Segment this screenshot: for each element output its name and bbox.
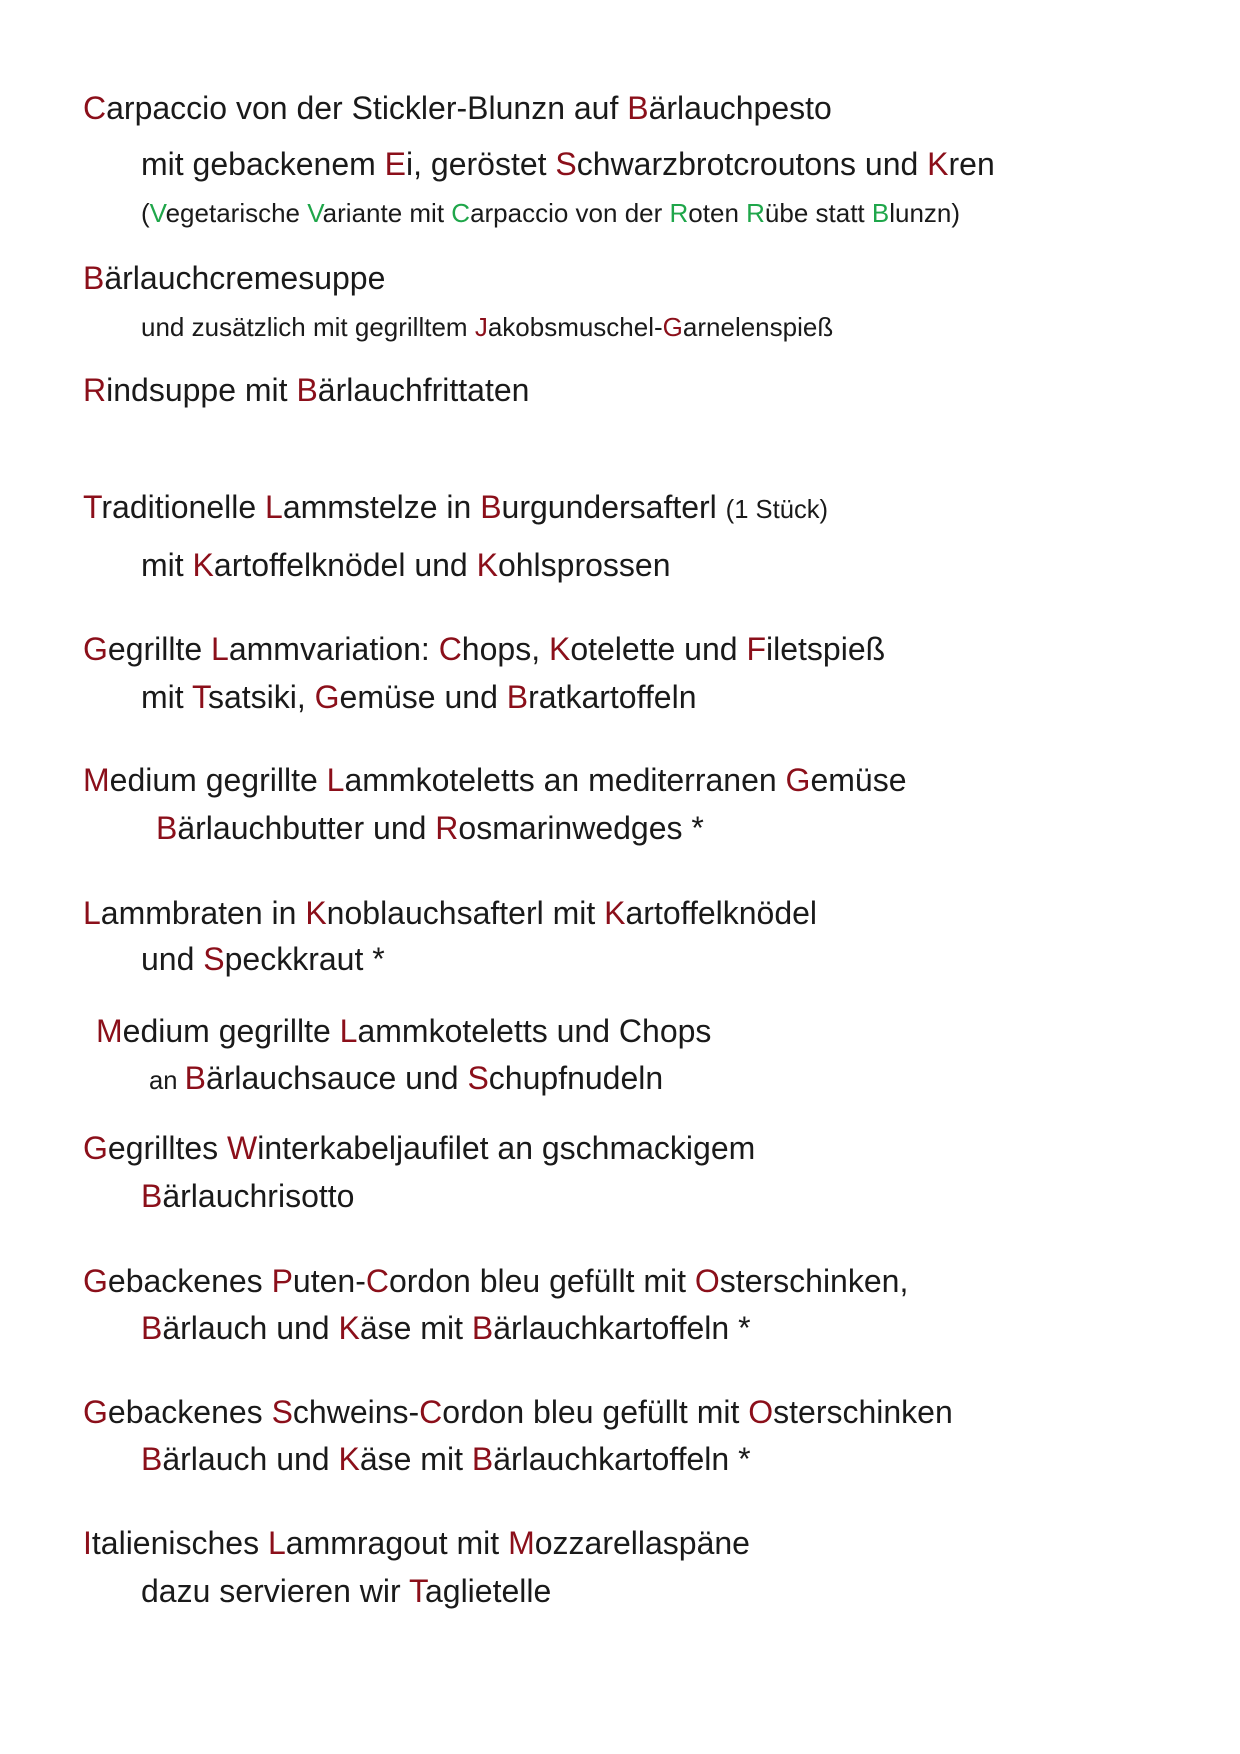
text-segment: ordon bleu gefüllt mit <box>442 1394 749 1430</box>
text-segment: ebackenes <box>107 1394 272 1430</box>
initial-letter: K <box>338 1310 360 1346</box>
initial-letter: B <box>141 1441 163 1477</box>
initial-letter: G <box>83 1394 108 1430</box>
initial-letter: C <box>438 631 462 667</box>
initial-letter: T <box>408 1573 425 1609</box>
initial-letter: M <box>508 1525 535 1561</box>
initial-letter: B <box>627 90 649 126</box>
text-segment: ariante mit <box>322 198 452 228</box>
initial-letter: B <box>83 260 105 296</box>
initial-letter: S <box>555 146 577 182</box>
puten-cordon-title <box>83 1265 908 1297</box>
lammstelze-title <box>83 491 828 524</box>
lammvariation-title <box>83 633 885 665</box>
initial-letter: T <box>191 679 208 715</box>
small-note: an <box>149 1067 185 1095</box>
text-segment: edium gegrillte <box>109 762 327 798</box>
text-segment: talienisches <box>91 1525 268 1561</box>
text-segment: uten- <box>292 1263 366 1299</box>
text-segment: chwarzbrotcroutons und <box>576 146 928 182</box>
text-segment: arpaccio von der <box>470 198 670 228</box>
lammvariation-desc <box>141 681 697 713</box>
cremesuppe-title <box>83 262 385 294</box>
text-segment: sterschinken, <box>719 1263 909 1299</box>
text-segment: mit gebackenem <box>141 146 385 182</box>
initial-letter: T <box>83 489 102 525</box>
text-segment: chupfnudeln <box>488 1060 664 1096</box>
text-segment: und zusätzlich mit gegrilltem <box>141 312 475 342</box>
lammbraten-title <box>83 897 817 929</box>
initial-letter: L <box>326 762 345 798</box>
initial-letter: L <box>265 489 283 525</box>
initial-letter: S <box>271 1394 293 1430</box>
text-segment: emüse und <box>339 679 507 715</box>
initial-letter: I <box>83 1525 92 1561</box>
vegetarian-initial-letter: R <box>746 198 765 228</box>
text-segment: hops, <box>461 631 549 667</box>
text-segment: edium gegrillte <box>122 1013 340 1049</box>
text-segment: raditionelle <box>101 489 266 525</box>
text-segment: egrillte <box>107 631 212 667</box>
initial-letter: C <box>419 1394 443 1430</box>
text-segment: artoffelknödel <box>625 895 818 931</box>
text-segment: otelette und <box>570 631 747 667</box>
text-segment: i, geröstet <box>406 146 556 182</box>
text-segment: mit <box>141 679 192 715</box>
text-segment: emüse <box>810 762 907 798</box>
initial-letter: B <box>184 1060 206 1096</box>
initial-letter: R <box>435 810 459 846</box>
text-segment: iletspieß <box>766 631 886 667</box>
carpaccio-veg <box>141 200 960 226</box>
text-segment: ( <box>141 198 150 228</box>
initial-letter: G <box>83 1263 108 1299</box>
initial-letter: M <box>96 1013 123 1049</box>
initial-letter: S <box>467 1060 489 1096</box>
text-segment: ärlauchrisotto <box>162 1178 355 1214</box>
text-segment: ren <box>948 146 995 182</box>
text-segment: artoffelknödel und <box>213 547 477 583</box>
text-segment: und <box>141 941 204 977</box>
cremesuppe-desc <box>141 314 833 340</box>
text-segment: chweins- <box>292 1394 420 1430</box>
initial-letter: G <box>83 1130 108 1166</box>
text-segment: ammbraten in <box>100 895 306 931</box>
initial-letter: B <box>156 810 178 846</box>
text-segment: ärlauchkartoffeln * <box>493 1310 751 1346</box>
text-segment: akobsmuschel- <box>487 312 663 342</box>
text-segment: ohlsprossen <box>497 547 671 583</box>
vegetarian-initial-letter: B <box>871 198 890 228</box>
vegetarian-initial-letter: V <box>149 198 166 228</box>
text-segment: ärlauchcremesuppe <box>104 260 386 296</box>
initial-letter: F <box>746 631 766 667</box>
carpaccio-title <box>83 92 832 124</box>
kabeljau-desc <box>141 1180 354 1212</box>
initial-letter: J <box>474 312 488 342</box>
text-segment: aglietelle <box>424 1573 552 1609</box>
initial-letter: K <box>192 547 214 583</box>
text-segment: ozzarellaspäne <box>534 1525 750 1561</box>
text-segment: lunzn) <box>889 198 961 228</box>
initial-letter: S <box>203 941 225 977</box>
initial-letter: M <box>83 762 110 798</box>
initial-letter: L <box>267 1525 286 1561</box>
initial-letter: L <box>211 631 229 667</box>
initial-letter: K <box>604 895 626 931</box>
initial-letter: G <box>83 631 108 667</box>
schweins-cordon-desc <box>141 1443 751 1475</box>
lammragout-desc <box>141 1575 551 1607</box>
text-segment: ammvariation: <box>228 631 439 667</box>
text-segment: ammkoteletts und Chops <box>357 1013 712 1049</box>
vegetarian-initial-letter: C <box>451 198 471 228</box>
initial-letter: K <box>476 547 498 583</box>
initial-letter: C <box>365 1263 389 1299</box>
text-segment: ärlauchbutter und <box>177 810 436 846</box>
text-segment: ärlauchfrittaten <box>317 372 530 408</box>
initial-letter: C <box>83 90 107 126</box>
text-segment: ärlauchsauce und <box>205 1060 468 1096</box>
text-segment: osmarinwedges * <box>458 810 704 846</box>
vegetarian-initial-letter: V <box>307 198 323 228</box>
lammbraten-desc <box>141 943 385 975</box>
initial-letter: B <box>141 1178 163 1214</box>
initial-letter: P <box>271 1263 293 1299</box>
initial-letter: K <box>548 631 571 667</box>
text-segment: indsuppe mit <box>106 372 297 408</box>
text-segment: oten <box>688 198 747 228</box>
text-segment: äse mit <box>359 1310 472 1346</box>
carpaccio-desc <box>141 148 995 180</box>
text-segment: interkabeljaufilet an gschmackigem <box>257 1130 756 1166</box>
initial-letter: L <box>83 895 101 931</box>
text-segment: urgundersafterl <box>501 489 726 525</box>
text-segment: ordon bleu gefüllt mit <box>388 1263 695 1299</box>
text-segment: ammstelze in <box>282 489 481 525</box>
initial-letter: B <box>506 679 529 715</box>
text-segment: sterschinken <box>773 1394 953 1430</box>
text-segment: ärlauchkartoffeln * <box>493 1441 751 1477</box>
lammragout-title <box>83 1527 750 1559</box>
text-segment: ratkartoffeln <box>528 679 697 715</box>
initial-letter: K <box>927 146 949 182</box>
initial-letter: G <box>314 679 340 715</box>
text-segment: satsiki, <box>207 679 315 715</box>
text-segment: mit <box>141 547 193 583</box>
text-segment: ärlauch und <box>162 1441 339 1477</box>
text-segment: dazu servieren wir <box>141 1573 409 1609</box>
initial-letter: B <box>471 1310 494 1346</box>
initial-letter: L <box>339 1013 358 1049</box>
initial-letter: K <box>305 895 327 931</box>
initial-letter: K <box>338 1441 360 1477</box>
text-segment: egrilltes <box>107 1130 228 1166</box>
text-segment: ammkoteletts an mediterranen <box>344 762 786 798</box>
vegetarian-initial-letter: R <box>669 198 689 228</box>
small-note: (1 Stück) <box>725 496 829 524</box>
initial-letter: B <box>471 1441 494 1477</box>
text-segment: ammragout mit <box>285 1525 509 1561</box>
text-segment: peckkraut * <box>224 941 385 977</box>
lammkoteletts-title <box>83 764 906 796</box>
initial-letter: R <box>83 372 107 408</box>
initial-letter: B <box>141 1310 163 1346</box>
lammkoteletts-desc <box>156 812 704 844</box>
initial-letter: O <box>748 1394 774 1430</box>
text-segment: äse mit <box>359 1441 472 1477</box>
initial-letter: G <box>662 312 683 342</box>
text-segment: noblauchsafterl mit <box>326 895 605 931</box>
text-segment: arnelenspieß <box>682 312 834 342</box>
kabeljau-title <box>83 1132 755 1164</box>
puten-cordon-desc <box>141 1312 751 1344</box>
text-segment: übe statt <box>764 198 872 228</box>
text-segment: egetarische <box>165 198 308 228</box>
initial-letter: G <box>785 762 811 798</box>
schweins-cordon-title <box>83 1396 953 1428</box>
rindsuppe-title <box>83 374 529 406</box>
initial-letter: O <box>694 1263 720 1299</box>
lammchops-title <box>96 1015 711 1047</box>
text-segment: arpaccio von der Stickler-Blunzn auf <box>106 90 628 126</box>
lammchops-desc <box>149 1062 663 1095</box>
text-segment: ärlauch und <box>162 1310 339 1346</box>
initial-letter: E <box>384 146 407 182</box>
initial-letter: W <box>227 1130 258 1166</box>
lammstelze-desc <box>141 549 671 581</box>
initial-letter: B <box>480 489 502 525</box>
initial-letter: B <box>296 372 318 408</box>
text-segment: ärlauchpesto <box>648 90 832 126</box>
text-segment: ebackenes <box>107 1263 272 1299</box>
